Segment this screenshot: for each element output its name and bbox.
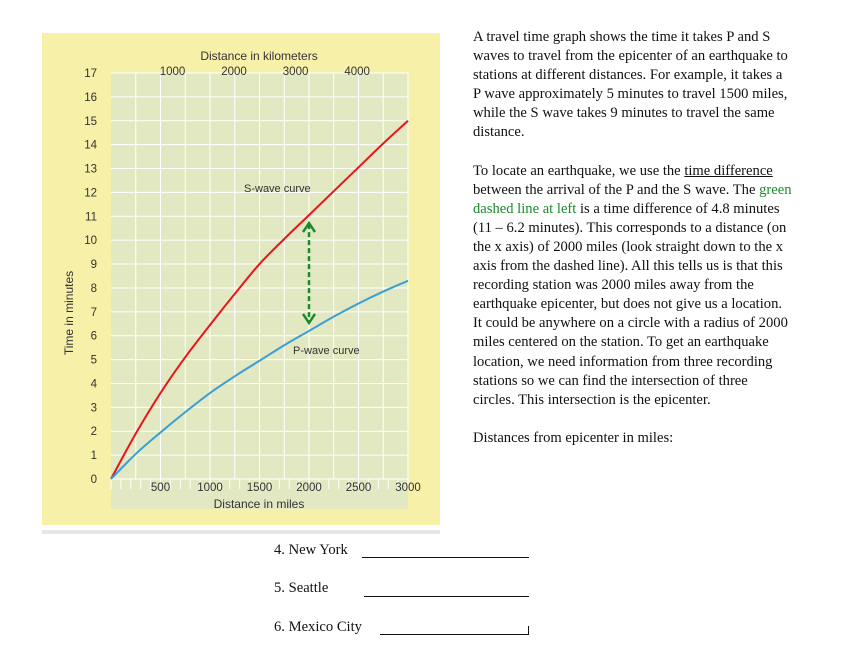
x-axis-label: Distance in miles xyxy=(213,497,305,511)
y-tick-label: 1 xyxy=(90,450,97,463)
y-tick-label: 11 xyxy=(85,211,97,224)
y-tick-label: 0 xyxy=(90,474,97,486)
time-difference-term: time difference xyxy=(684,162,773,179)
answer-new-york[interactable] xyxy=(362,557,529,558)
x-tick-label: 500 xyxy=(150,482,171,494)
paragraph-2: To locate an earthquake, we use the time difference between the arrival of the P and the S wave. The green dashed line at left is a time difference of 4.8 minutes (11 – 6.2 minutes). This corresponds to a distance (on the x axis) of 2000 miles (look straight down to the x axis from the dashed line). All this tells us is that this recording station was 2000 miles away from the earthquake epicenter, but does not give us a location. It could be anywhere on a circle with a radius of 2000 miles centered on the station. To get an earthquake location, we need information from three recording stations so we can find the intersection of three circles. This intersection is the epicenter. xyxy=(473,162,792,408)
y-tick-label: 16 xyxy=(84,91,97,104)
x2-tick-label: 4000 xyxy=(344,66,370,78)
y-axis-label: Time in minutes xyxy=(62,270,76,356)
p-wave-label: P-wave curve xyxy=(293,345,360,357)
y-tick-label: 2 xyxy=(90,426,97,439)
answer-seattle[interactable] xyxy=(364,596,529,597)
question-new-york: 4. New York xyxy=(274,542,348,558)
y-tick-label: 17 xyxy=(84,68,97,80)
x-tick-label: 1000 xyxy=(197,482,223,494)
question-seattle: 5. Seattle xyxy=(274,580,329,596)
y-tick-label: 12 xyxy=(84,187,97,200)
y-tick-label: 15 xyxy=(84,115,97,128)
y-tick-label: 3 xyxy=(90,402,97,415)
y-tick-label: 5 xyxy=(90,354,97,367)
green-line-reference: green dashed line at left xyxy=(473,181,792,217)
travel-time-chart xyxy=(42,33,440,525)
x-tick-label: 2000 xyxy=(296,482,322,494)
explanation-text xyxy=(473,28,793,467)
x2-tick-label: 3000 xyxy=(282,66,309,78)
y-tick-label: 8 xyxy=(90,282,97,295)
y-tick-label: 4 xyxy=(90,378,97,391)
x2-tick-label: 1000 xyxy=(159,66,186,78)
answer-mexico-city[interactable] xyxy=(380,626,529,635)
question-mexico-city: 6. Mexico City xyxy=(274,619,362,635)
x-tick-label: 3000 xyxy=(395,482,421,494)
y-tick-label: 14 xyxy=(84,139,97,152)
paragraph-1: A travel time graph shows the time it takes P and S waves to travel from the epicenter of an earthquake to stations at different distances. For example, it takes a P wave approximately 5 minutes to travel 1500 miles, while the S wave takes 9 minutes to travel the same distance. xyxy=(473,29,788,141)
s-wave-label: S-wave curve xyxy=(244,183,311,195)
y-tick-label: 6 xyxy=(90,330,97,343)
x-tick-label: 2500 xyxy=(345,482,372,494)
distances-heading: Distances from epicenter in miles: xyxy=(473,429,674,446)
x2-tick-label: 2000 xyxy=(221,66,247,78)
chart-svg xyxy=(42,33,440,525)
x-tick-label: 1500 xyxy=(246,482,273,494)
y-tick-label: 9 xyxy=(90,259,97,272)
y-tick-label: 10 xyxy=(84,235,97,248)
y-tick-label: 13 xyxy=(84,163,97,176)
x2-axis-label: Distance in kilometers xyxy=(200,49,318,63)
y-tick-label: 7 xyxy=(90,306,97,319)
